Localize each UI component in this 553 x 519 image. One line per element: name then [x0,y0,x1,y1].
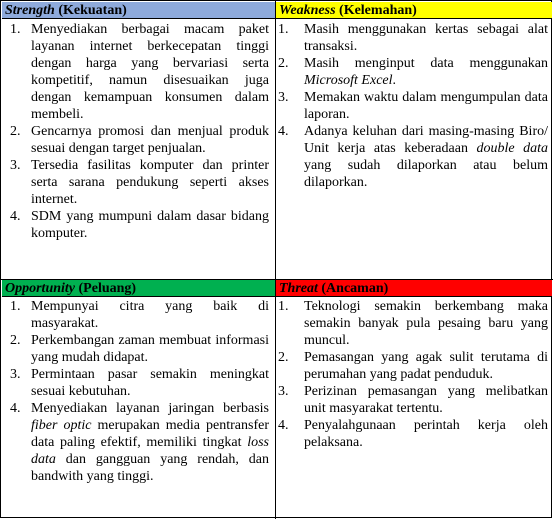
strength-item-number: 3. [10,158,21,173]
opportunity-item-text-run: Menyediakan layanan jaringan berbasis [31,401,269,416]
weakness-item-italic-term: double data [476,141,548,156]
threat-title-en: Threat [279,281,318,296]
strength-item-text-run: Tersedia fasilitas komputer dan printer serta sarana pendukung seperti akses internet. [31,158,269,207]
strength-list [2,21,275,242]
weakness-title-id: (Kelemahan) [335,3,417,18]
opportunity-item [2,366,275,400]
weakness-item [276,55,552,89]
weakness-item-text-run: Memakan waktu dalam mengumpulan data laporan. [304,90,548,122]
weakness-item [276,21,552,55]
opportunity-item-text [31,366,269,400]
weakness-header [276,2,552,19]
strength-item-number: 4. [10,209,21,224]
opportunity-item-text-run: Perkembangan zaman membuat informasi yang mudah didapat. [31,333,269,365]
threat-item-text-run: Teknologi semakin berkembang maka semakin banyak pula pesaing baru yang muncul. [304,299,548,348]
threat-item-text [304,298,548,349]
strength-item-text [31,208,269,242]
weakness-item-text-run: Adanya keluhan dari masing-masing Biro/ Unit kerja atas keberadaan [304,124,548,156]
opportunity-header [2,280,275,297]
opportunity-item-italic-term: fiber optic [31,418,92,433]
opportunity-item-number: 4. [10,401,21,416]
weakness-item [276,89,552,123]
strength-item [2,21,275,123]
opportunity-item-text-run: Mempunyai citra yang baik di masyarakat. [31,299,269,331]
opportunity-list [2,298,275,485]
strength-title-en: Strength [5,3,55,18]
weakness-item-text [304,55,548,89]
weakness-item-text-run: Masih menginput data menggunakan [304,56,548,71]
weakness-item-number: 4. [278,124,289,139]
strength-item-text [31,21,269,123]
strength-item-number: 1. [10,22,21,37]
threat-item [276,383,552,417]
weakness-item-text-run: yang sudah dilaporkan atau belum dilaporkan. [304,158,548,190]
opportunity-item [2,298,275,332]
strength-item-text-run: SDM yang mumpuni dalam dasar bidang komputer. [31,209,269,241]
strength-header [2,2,275,19]
strength-item-text [31,157,269,208]
weakness-item-text [304,21,548,55]
threat-item-number: 2. [278,350,289,365]
opportunity-item [2,400,275,485]
threat-item [276,298,552,349]
weakness-item-text [304,89,548,123]
weakness-item-text [304,123,548,191]
strength-title-id: (Kekuatan) [54,3,127,18]
opportunity-item-text [31,332,269,366]
threat-item-text [304,349,548,383]
opportunity-item-text-run: merupakan media pentransfer data paling efektif, memiliki tingkat [31,418,269,450]
strength-item [2,123,275,157]
threat-header [276,280,552,297]
opportunity-item-text [31,400,269,485]
weakness-item-number: 2. [278,56,289,71]
threat-item-number: 1. [278,299,289,314]
weakness-title-en: Weakness [279,3,336,18]
opportunity-item-text-run: Permintaan pasar semakin meningkat sesuai kebutuhan. [31,367,269,399]
weakness-item-number: 3. [278,90,289,105]
opportunity-item-italic-term: loss data [31,435,269,467]
threat-item [276,417,552,451]
threat-item-number: 3. [278,384,289,399]
threat-item-text [304,417,548,451]
threat-item-text-run: Pemasangan yang agak sulit terutama di perumahan yang padat penduduk. [304,350,548,382]
threat-item-text [304,383,548,417]
strength-item-text [31,123,269,157]
opportunity-item-text-run: dan gangguan yang rendah, dan bandwith yang tinggi. [31,452,269,484]
weakness-item-text-run: . [392,73,397,88]
opportunity-item-text [31,298,269,332]
weakness-list [276,21,552,191]
weakness-item-text-run: Masih menggunakan kertas sebagai alat transaksi. [304,22,548,54]
strength-item [2,208,275,242]
strength-item [2,157,275,208]
weakness-item [276,123,552,191]
strength-item-number: 2. [10,124,21,139]
strength-item-text-run: Gencarnya promosi dan menjual produk sesuai dengan target penjualan. [31,124,269,156]
opportunity-item-number: 2. [10,333,21,348]
threat-item-number: 4. [278,418,289,433]
threat-title-id: (Ancaman) [317,281,389,296]
threat-item-text-run: Perizinan pemasangan yang melibatkan unit masyarakat tertentu. [304,384,548,416]
opportunity-item [2,332,275,366]
threat-item [276,349,552,383]
opportunity-item-number: 3. [10,367,21,382]
strength-item-text-run: Menyediakan berbagai macam paket layanan internet berkecepatan tinggi dengan harga yang bervariasi serta kompetitif, namun disesuaikan juga dengan kemampuan konsumen dalam membeli. [31,22,269,122]
threat-list [276,298,552,451]
opportunity-title-id: (Peluang) [75,281,137,296]
weakness-item-italic-term: Microsoft Excel [304,73,393,88]
weakness-item-number: 1. [278,22,289,37]
opportunity-title-en: Opportunity [5,281,76,296]
threat-item-text-run: Penyalahgunaan perintah kerja oleh pelaksana. [304,418,548,450]
opportunity-item-number: 1. [10,299,21,314]
